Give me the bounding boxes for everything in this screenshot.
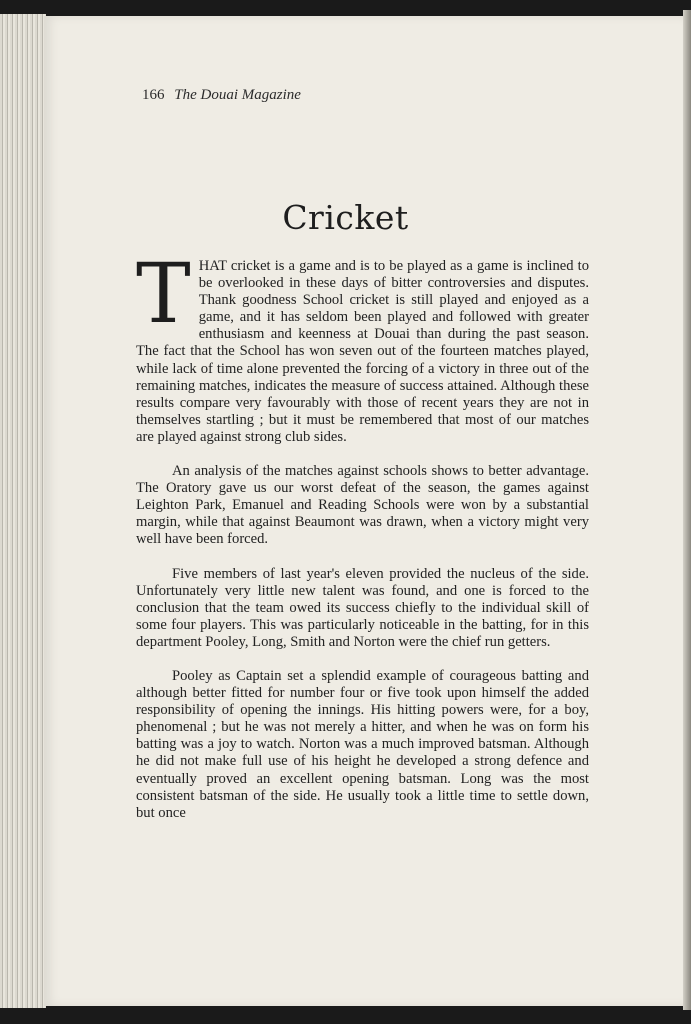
drop-cap: T [136,247,191,342]
paragraph: Five members of last year's eleven provided the nucleus of the side. Unfortunately very little new talent was found, and one is forced to the conclusion that the team owed its success chiefly to the individual skill of some four players. This was particularly noticeable in the batting, for in this department Pooley, Long, Smith and Norton were the chief run getters. [136,565,589,650]
page-number: 166 [142,87,165,103]
magazine-title: The Douai Magazine [174,87,301,103]
paragraph: Pooley as Captain set a splendid example of courageous batting and although better fitted for number four or five took upon himself the added responsibility of opening the innings. His hitting powers were, for a boy, phenomenal ; but he was not merely a hitter, and when he was on form his batting was a joy to watch. Norton was a much improved batsman. Although he did not make full use of his height he developed a strong defence and eventually proved an excellent opening batsman. Long was the most consistent batsman of the side. He usually took a little time to settle down, but once [136,667,589,821]
paragraph: An analysis of the matches against schools shows to better advantage. The Oratory gave us our worst defeat of the season, the games against Leighton Park, Emanuel and Reading Schools were won by a substantial margin, while that against Beaumont was drawn, when a victory might very well have been forced. [136,463,589,548]
running-head [142,87,301,104]
paragraph-text: HAT cricket is a game and is to be played as a game is inclined to be overlooked in these days of bitter controversies and disputes. Thank goodness School cricket is still played and enjoyed as a game, and it has seldom been played and followed with greater enthusiasm and keenness at Douai than during the past season. The fact that the School has won seven out of the fourteen matches played, while lack of time alone prevented the forcing of a victory in three out of the remaining matches, indicates the measure of success attained. Although these results compare very favourably with those of recent years they are not in themselves startling ; but it must be remembered that most of our matches are played against strong club sides. [136,258,589,445]
page-right-edge [683,10,691,1010]
article-body [136,247,589,839]
paragraph [136,247,589,446]
page-stack-edge [0,14,46,1008]
article-title: Cricket [282,198,409,237]
